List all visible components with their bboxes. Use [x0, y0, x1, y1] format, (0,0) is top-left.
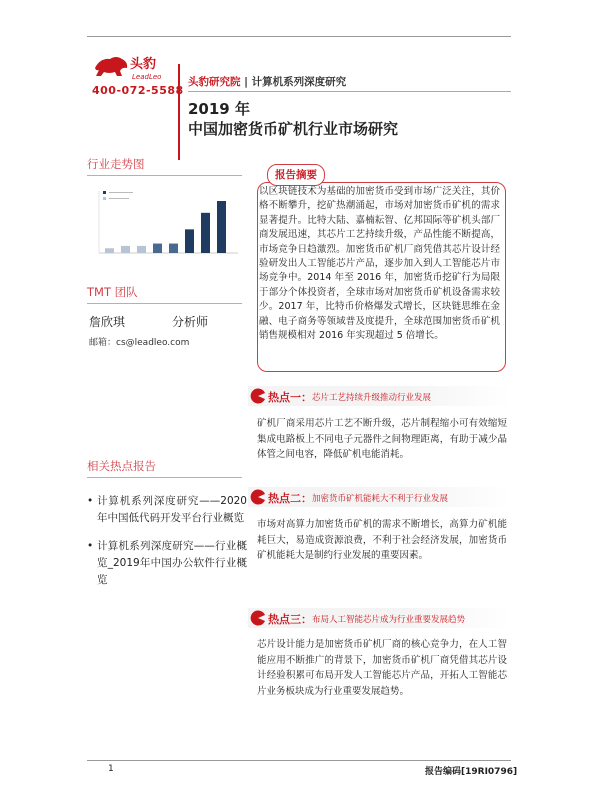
- analyst-role: 分析师: [172, 315, 209, 329]
- trend-bar: [153, 244, 162, 253]
- trend-bar: [105, 248, 114, 253]
- institute-name: 头豹研究院: [188, 76, 241, 88]
- trend-chart: [93, 183, 243, 263]
- trend-bar: [201, 213, 210, 253]
- report-code: 报告编码[19RI0796]: [425, 767, 518, 777]
- trend-bar: [217, 201, 226, 253]
- pie-marker-icon: [250, 610, 266, 626]
- hotspot-2-label: 热点二：: [268, 492, 312, 505]
- top-rule: [87, 36, 511, 37]
- pie-marker-icon: [250, 388, 266, 404]
- hotspot-3-desc: 布局人工智能芯片成为行业重要发展趋势: [312, 615, 466, 625]
- trend-bar: [185, 229, 194, 253]
- trend-bar: [137, 246, 146, 253]
- summary-title: 报告摘要: [275, 169, 317, 181]
- hotspot-1-label: 热点一：: [268, 391, 312, 404]
- hotspot-3-text: 芯片设计能力是加密货币矿机厂商的核心竞争力，在人工智能应用不断推广的背景下，加密货币矿机厂商凭借其芯片设计经验积累可布局开发人工智能芯片产品，开拓人工智能芯片业务板块成为行业重要发展趋势。: [257, 639, 507, 697]
- team-heading: TMT 团队: [87, 285, 138, 299]
- hotspot-3-label: 热点三：: [268, 613, 312, 626]
- title-rule: [188, 91, 511, 92]
- trend-bar: [169, 244, 178, 253]
- related-heading: 相关热点报告: [87, 459, 156, 473]
- hotspot-2-header: [248, 487, 510, 507]
- trend-heading-rule: [87, 175, 242, 176]
- related-report-list: [87, 493, 247, 600]
- related-report-item[interactable]: • 计算机系列深度研究——2020 年中国低代码开发平台行业概览: [87, 493, 247, 527]
- trend-bar: [121, 246, 130, 253]
- hotspot-1-text: 矿机厂商采用芯片工艺不断升级，芯片制程缩小可有效缩短集成电路板上不同电子元器件之间物理距离，有助于减少晶体管之间电容，降低矿机电能消耗。: [257, 418, 507, 460]
- hotspot-3-header: [248, 608, 510, 628]
- series-name: 计算机系列深度研究: [251, 76, 347, 88]
- summary-text: 以区块链技术为基础的加密货币受到市场广泛关注，其价格不断攀升，挖矿热潮涌起，市场对加密货币矿机的需求显著提升。比特大陆、嘉楠耘智、亿邦国际等矿机头部厂商发展迅速，其芯片工艺持续升级，产品性能不断提高，市场竞争日趋激烈。加密货币矿机厂商凭借其芯片设计经验研发出人工智能芯片产品，逐步加入到人工智能芯片市场竞争中。2014 年至 2016 年，加密货币挖矿行为局限于部分个体投资者，全球市场对加密货币矿机设备需求较少。2017 年，比特币价格爆发式增长，区块链思维在金融、电子商务等领域普及度提升，全球范围加密货币矿机销售规模相对 2016 年实现超过 5 倍增长。: [259, 186, 500, 342]
- team-heading-rule: [87, 303, 242, 304]
- header-divider: [178, 64, 180, 160]
- related-report-item[interactable]: • 计算机系列深度研究——行业概览_2019年中国办公软件行业概览: [87, 538, 247, 589]
- svg-text:头豹: 头豹: [130, 57, 157, 72]
- leopard-logo-icon: [95, 57, 127, 76]
- hotspot-1-desc: 芯片工艺持续升级推动行业发展: [312, 393, 432, 403]
- institute-line: [188, 74, 346, 89]
- page-number: 1: [108, 764, 114, 774]
- analyst-name: 詹欣琪: [89, 315, 126, 329]
- pie-marker-icon: [250, 489, 266, 505]
- svg-text:LeadLeo: LeadLeo: [132, 73, 162, 81]
- report-year: 2019 年: [188, 100, 250, 118]
- hotspot-1-header: [248, 386, 510, 406]
- separator: |: [244, 76, 248, 88]
- analyst-email[interactable]: 邮箱：cs@leadleo.com: [89, 338, 190, 348]
- hotspot-2-desc: 加密货币矿机能耗大不利于行业发展: [312, 494, 449, 504]
- related-heading-rule: [87, 477, 242, 478]
- hotspot-2-text: 市场对高算力加密货币矿机的需求不断增长，高算力矿机能耗巨大，易造成资源浪费，不利于社会经济发展，加密货币矿机能耗大是制约行业发展的重要因素。: [257, 519, 507, 561]
- report-title: 中国加密货币矿机行业市场研究: [188, 120, 399, 138]
- footer-rule: [87, 760, 511, 761]
- trend-heading: 行业走势图: [87, 157, 145, 171]
- phone-number: 400-072-5588: [92, 84, 184, 97]
